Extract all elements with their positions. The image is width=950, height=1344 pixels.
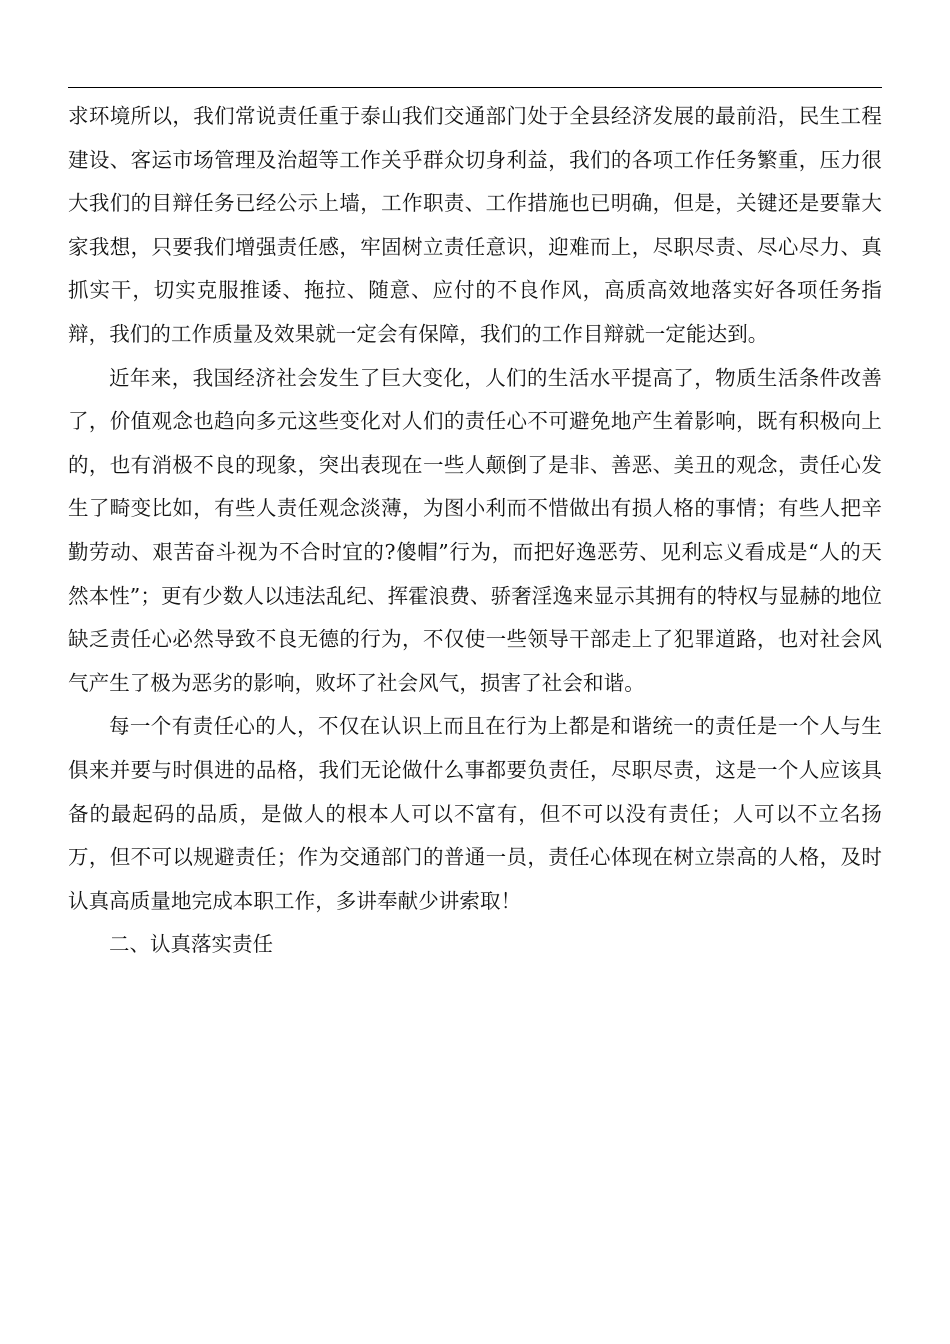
paragraph-continued: 求环境所以，我们常说责任重于泰山我们交通部门处于全县经济发展的最前沿，民生工程建设、客运市场管理及治超等工作关乎群众切身利益，我们的各项工作任务繁重，压力很大我们的目辩任务已经公示上墙，工作职责、工作措施也已明确，但是，关键还是要靠大家我想，只要我们增强责任感，牢固树立责任意识，迎难而上，尽职尽责、尽心尽力、真抓实干，切实克服推诿、拖拉、随意、应付的不良作风，高质高效地落实好各项任务指辩，我们的工作质量及效果就一定会有保障，我们的工作目辩就一定能达到。	[68, 104, 882, 346]
header-rule	[68, 87, 882, 88]
paragraph-responsibility: 每一个有责任心的人，不仅在认识上而且在行为上都是和谐统一的责任是一个人与生俱来并要与时俱进的品格，我们无论做什么事都要负责任，尽职尽责，这是一个人应该具备的最起码的品质，是做人的根本人可以不富有，但不可以没有责任；人可以不立名扬万，但不可以规避责任；作为交通部门的普通一员，责任心体现在树立崇高的人格，及时认真高质量地完成本职工作，多讲奉献少讲索取！	[68, 714, 882, 913]
section-heading: 二、认真落实责任	[109, 932, 273, 957]
document-body	[68, 95, 882, 967]
paragraph-social-change: 近年来，我国经济社会发生了巨大变化，人们的生活水平提高了，物质生活条件改善了，价值观念也趋向多元这些变化对人们的责任心不可避免地产生着影响，既有积极向上的，也有消极不良的现象，突出表现在一些人颠倒了是非、善恶、美丑的观念，责任心发生了畸变比如，有些人责任观念淡薄，为图小利而不惜做出有损人格的事情；有些人把辛勤劳动、艰苦奋斗视为不合时宜的?傻帽”行为，而把好逸恶劳、见利忘义看成是“人的天然本性”；更有少数人以违法乱纪、挥霍浪费、骄奢淫逸来显示其拥有的特权与显赫的地位缺乏责任心必然导致不良无德的行为，不仅使一些领导干部走上了犯罪道路，也对社会风气产生了极为恶劣的影响，败坏了社会风气，损害了社会和谐。	[68, 365, 882, 695]
